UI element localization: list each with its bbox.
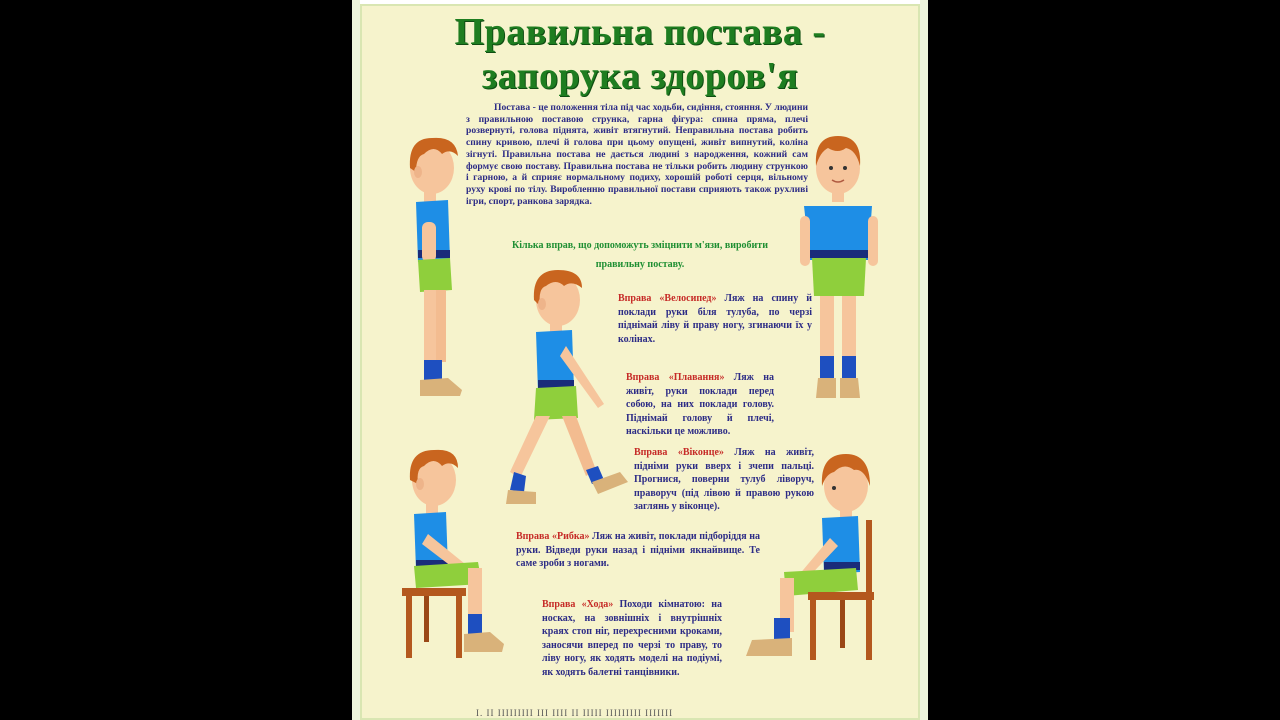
intro-text: Постава - це положення тіла під час ходьби, сидіння, стояння. У людини з правильною поставою струнка, гарна фігура: спина пряма, плечі розвернуті, голова піднята, живіт втягнутий. Неправильна постава робить спину кривою, плечі й голова при цьому опущені, живіт випнутий, коліна зігнуті. Правильна постава не дається людині з народження, кожний сам формує свою поставу. Правильна постава не тільки робить людину стрункою і гарною, а й сприяє нормальному подиху, хорошій роботі серця, вільному руху крові по тілу. Виробленню правильної постави сприяють також рухливі ігри, спорт, ранкова зарядка. <box>466 102 808 207</box>
exercise-fish <box>516 530 760 571</box>
poster-title-line2: запорука здоров'я <box>481 55 799 97</box>
exercise-swimming-text: Ляж на живіт, руки поклади перед собою, на них поклади голову. Піднімай голову й плечі, наскільки це можливо. <box>626 372 774 437</box>
exercise-walk <box>542 598 722 679</box>
exercise-fish-name: Вправа «Рибка» <box>516 531 590 542</box>
exercise-bicycle-text: Ляж на спину й поклади руки біля тулуба, по черзі піднімай ліву й праву ногу, згинаючи їх у колінах. <box>618 293 812 345</box>
exercise-bicycle <box>618 292 812 346</box>
exercise-walk-name: Вправа «Хода» <box>542 599 614 610</box>
exercise-bicycle-name: Вправа «Велосипед» <box>618 293 717 304</box>
exercise-fish-text: Ляж на живіт, поклади підборіддя на руки. Відведи руки назад і підніми якнайвище. Те саме зроби з ногами. <box>516 531 760 569</box>
boy-walking-illustration <box>506 266 632 512</box>
poster-footer-strip: І. ІІ ІІІІІІІІІ ІІІ ІІІІ ІІ ІІІІІ ІІІІІІІІІ ІІІІІІІ <box>476 708 674 718</box>
boy-sitting-right-illustration <box>744 450 878 662</box>
exercises-subheading-line1: Кілька вправ, що допоможуть зміцнити м'язи, виробити <box>512 240 768 251</box>
boy-sitting-left-illustration <box>398 444 514 662</box>
exercises-subheading-line2: правильну поставу. <box>595 259 685 270</box>
poster-title-line1: Правильна постава - <box>454 11 826 53</box>
poster-edge-right <box>920 0 928 720</box>
exercise-swimming <box>626 371 774 439</box>
exercise-window-text: Ляж на живіт, підніми руки вверх і зчепи пальці. Прогнися, поверни тулуб ліворуч, праворуч (під лівою й правою рукою заглянь у віконце). <box>634 447 814 512</box>
exercise-swimming-name: Вправа «Плавання» <box>626 372 725 383</box>
intro-paragraph <box>466 102 808 207</box>
boy-standing-side-illustration <box>398 132 470 404</box>
exercise-walk-text: Походи кімнатою: на носках, на зовнішніх і внутрішніх краях стоп ніг, перехресними кроками, заносячи вперед по черзі то праву, то ліву ногу, як ходять моделі на подіумі, як ходять балетні танцівники. <box>542 599 722 678</box>
exercise-window-name: Вправа «Віконце» <box>634 447 724 458</box>
poster-edge-left <box>352 0 360 720</box>
boy-standing-front-illustration <box>798 132 880 404</box>
